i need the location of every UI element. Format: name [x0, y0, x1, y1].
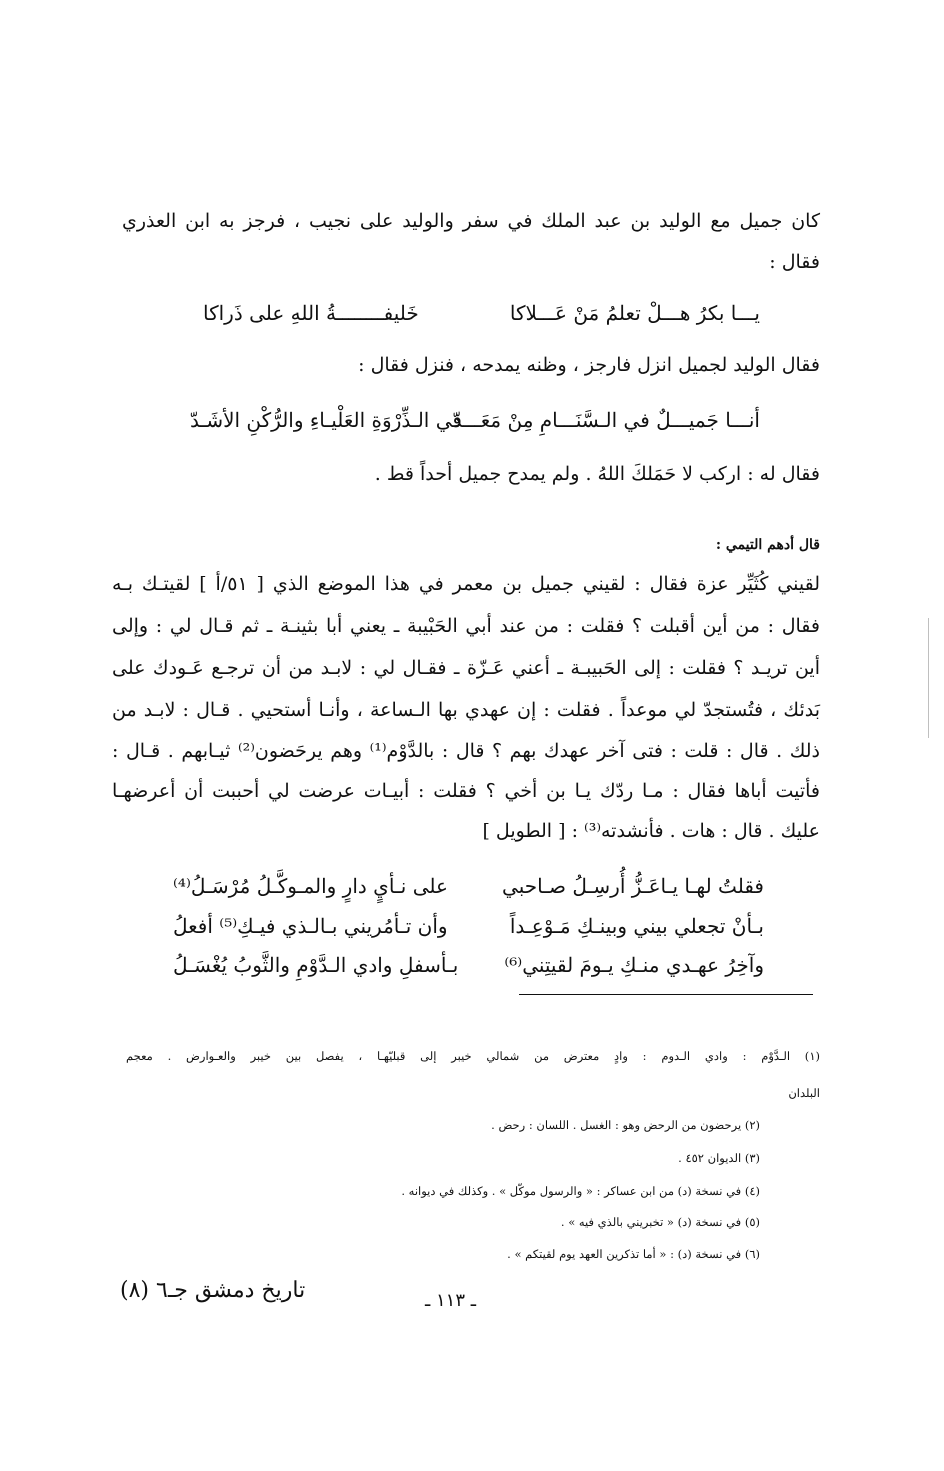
paragraph-line: فأتيت أباها فقال : مـا ردّك يـا بن أخي ؟ فقلت : أبيـات عرضت لي أحببت أن أعرضهـا — [112, 780, 820, 802]
book-title-footer: تاريخ دمشق جـ٦ (٨) — [120, 1278, 306, 1303]
footnote-1-line-1: (١) الـدَّوْم : وادي الـدوم : وادٍ معترض من شمالي خيبر إلى قبليّهـا ، يفصل بين خيبر والعـوارض . معجم — [126, 1049, 820, 1063]
verse-5-first-hemistich: وآخِرُ عهـدي منـكِ يـومَ لقيتِني⁽⁶⁾ — [504, 953, 764, 977]
section-heading: قال أدهم التيمي : — [715, 537, 820, 553]
verse-4-second-hemistich: وأن تـأمُريني بـالـذي فيـكِ⁽⁵⁾ أفعلُ — [173, 914, 448, 938]
scan-margin-mark — [928, 618, 929, 738]
footnote-2: (٢) يرحضون من الرحض وهو : الغسل . اللسان : رحض . — [491, 1118, 760, 1132]
verse-2-second-hemistich: في الـذِّرْوَةِ العَلْيـاءِ والرُّكْنِ الأشَـدّ — [190, 408, 462, 432]
verse-1-second-hemistich: خَليفــــــــةُ اللهِ على ذَراكا — [203, 301, 419, 325]
verse-1-first-hemistich: يـــا بكرُ هـــلْ تعلمُ مَنْ عَـــلاكا — [509, 301, 760, 325]
paragraph-line-2: فقال : — [769, 251, 820, 273]
footnote-divider — [519, 994, 813, 995]
footnote-1-line-2: البلدان — [788, 1086, 820, 1100]
paragraph-line: بَدئك ، فتُستجدّ لي موعداً . فقلت : إن عهدي بها الـساعة ، وأنـا أستحيي . قـال : لابـد من — [112, 699, 820, 721]
verse-3-first-hemistich: فقلتُ لهـا يـاعَـزُّ أُرسِـلُ صـاحبي — [502, 874, 764, 898]
verse-3-second-hemistich: على نـأيٍ دارٍ والمـوكَّـلُ مُرْسَـلُ⁽⁴⁾ — [173, 874, 448, 898]
footnote-3: (٣) الديوان ٤٥٢ . — [678, 1151, 760, 1165]
footnote-5: (٥) في نسخة (د) « تخبريني بالذي فيه » . — [560, 1215, 760, 1229]
footnote-6: (٦) في نسخة (د) : « أما تذكرين العهد يوم لقيتكم » . — [507, 1247, 760, 1261]
footnote-4: (٤) في نسخة (د) من ابن عساكر : « والرسول موكّل » . وكذلك في ديوانه . — [401, 1184, 760, 1198]
verse-5-second-hemistich: بـأسفلِ وادي الـدَّوْمِ والثَّوبُ يُغْسَـلُ — [173, 953, 459, 977]
paragraph-line: لقيني كُثَيِّر عزة فقال : لقيني جميل بن معمر في هذا الموضع الذي [ ٥١/أ ] لقيتـك بـه — [112, 573, 820, 595]
verse-2-first-hemistich: أنـــا جَميـــلٌ في الـسَّنَـــامِ مِنْ مَعَـــدّ — [452, 408, 760, 432]
paragraph-line-4: فقال له : اركب لا حَمَلكَ اللهُ . ولم يمدح جميل أحداً قط . — [374, 463, 820, 485]
paragraph-line: أين تريـد ؟ فقلت : إلى الحَبيبـة ـ أعني عَـزّة ـ فقـال لي : لابـد من أن ترجـع عَـودك على — [112, 657, 820, 679]
paragraph-line-1: كان جميل مع الوليد بن عبد الملك في سفر والوليد على نجيب ، فرجز به ابن العذري — [122, 210, 820, 232]
page-number: ـ ١١٣ ـ — [425, 1290, 477, 1311]
paragraph-line: عليك . قال : هات . فأنشدته⁽³⁾ : [ الطويل ] — [482, 820, 820, 842]
verse-4-first-hemistich: بـأنْ تجعلي بيني وبينـكِ مَـوْعِـداً — [509, 914, 764, 938]
paragraph-line: فقال : من أين أقبلت ؟ فقلت : من عند أبي الحَبْيبة ـ يعني أبا بثينـة ـ ثم قـال لي : وإلى — [112, 615, 820, 637]
paragraph-line-3: فقال الوليد لجميل انزل فارجز ، وظنه يمدحه ، فنزل فقال : — [358, 354, 820, 376]
paragraph-line: ذلك . قال : قلت : فتى آخر عهدك بهم ؟ قال : بالدَّوْم⁽¹⁾ وهم يرحَضون⁽²⁾ ثيـابهم . قـال : — [112, 740, 820, 762]
